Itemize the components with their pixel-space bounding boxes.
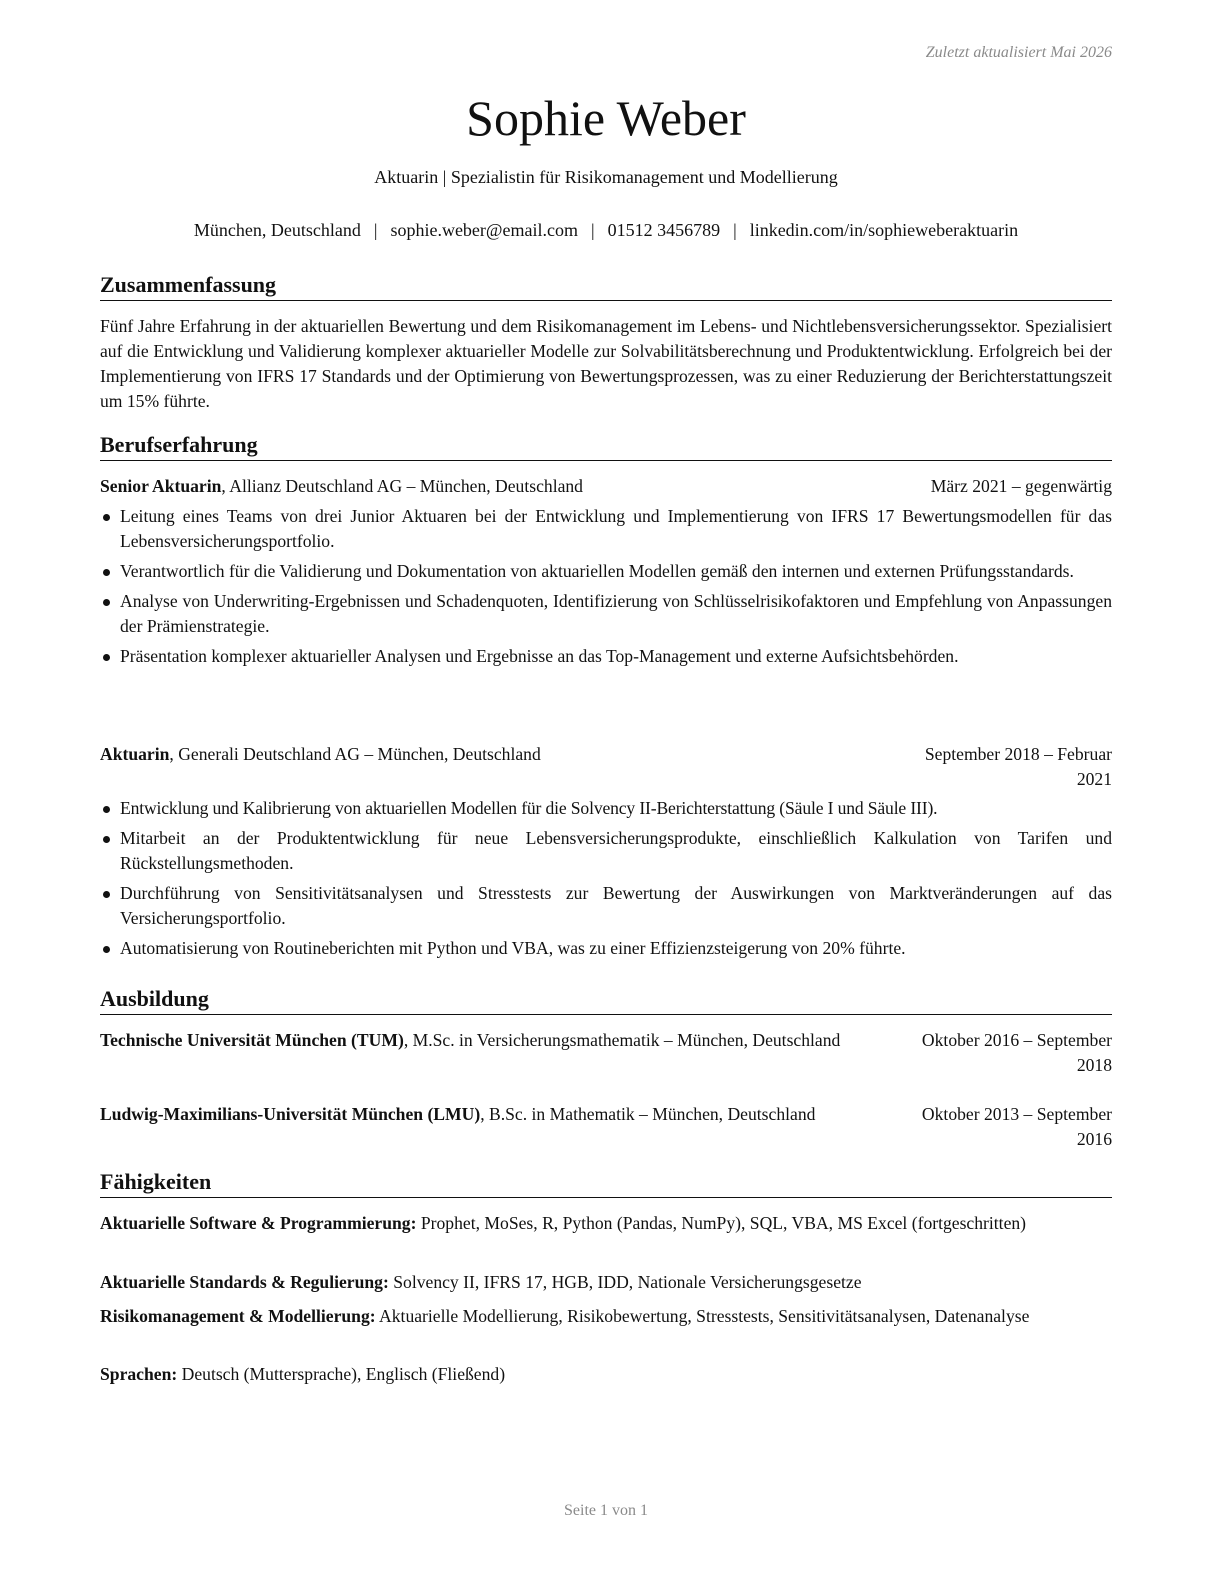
skill-label: Risikomanagement & Modellierung: <box>100 1306 376 1326</box>
summary-text: Fünf Jahre Erfahrung in der aktuariellen Bewertung und dem Risikomanagement im Lebens- und Nichtlebensversicherungssektor. Spezialisiert auf die Entwicklung und Validierung komplexer aktuarieller Modelle zur Solvabilitätsberechnung und Produktentwicklung. Erfolgreich bei der Implementierung von IFRS 17 Standards und der Optimierung von Bewertungsprozessen, was zu einer Reduzierung der Berichterstattungszeit um 15% führte. <box>100 316 1112 411</box>
job-bullet: Analyse von Underwriting-Ergebnissen und Schadenquoten, Identifizierung von Schlüsselrisikofaktoren und Empfehlung von Anpassungen der Prämienstrategie. <box>100 589 1112 639</box>
contact-separator: | <box>373 220 378 240</box>
candidate-tagline: Aktuarin | Spezialistin für Risikomanagement und Modellierung <box>374 167 838 187</box>
job-header <box>100 742 1112 792</box>
education-entry <box>100 1028 1112 1078</box>
education-detail: , M.Sc. in Versicherungsmathematik – München, Deutschland <box>403 1030 841 1050</box>
job-bullet: Verantwortlich für die Validierung und Dokumentation von aktuariellen Modellen gemäß den internen und externen Prüfungsstandards. <box>100 559 1112 584</box>
skill-value: Deutsch (Muttersprache), Englisch (Fließend) <box>177 1364 506 1384</box>
job-header <box>100 474 1112 499</box>
job-bullet: Leitung eines Teams von drei Junior Aktuaren bei der Entwicklung und Implementierung von IFRS 17 Bewertungsmodellen für das Lebensversicherungsportfolio. <box>100 504 1112 554</box>
job-title-line <box>100 474 583 499</box>
job-bullet: Entwicklung und Kalibrierung von aktuariellen Modellen für die Solvency II-Berichterstattung (Säule I und Säule III). <box>100 796 1112 821</box>
job-bullet: Durchführung von Sensitivitätsanalysen und Stresstests zur Bewertung der Auswirkungen von Marktveränderungen auf das Versicherungsportfolio. <box>100 881 1112 931</box>
job-role: Senior Aktuarin <box>100 476 222 496</box>
job-bullet-list <box>100 504 1112 674</box>
contact-separator: | <box>590 220 595 240</box>
job-role: Aktuarin <box>100 744 170 764</box>
page-footer: Seite 1 von 1 <box>564 1502 648 1519</box>
job-bullet: Automatisierung von Routineberichten mit Python und VBA, was zu einer Effizienzsteigerung von 20% führte. <box>100 936 1112 961</box>
job-dates-line: September 2018 – Februar <box>924 744 1112 764</box>
education-dates-line: 2018 <box>1076 1055 1112 1075</box>
skill-row <box>100 1304 1112 1329</box>
section-title-education: Ausbildung <box>100 986 1112 1015</box>
job-bullet: Mitarbeit an der Produktentwicklung für neue Lebensversicherungsprodukte, einschließlich Kalkulation von Tarifen und Rückstellungsmethoden. <box>100 826 1112 876</box>
section-title-summary: Zusammenfassung <box>100 272 1112 301</box>
education-school: Technische Universität München (TUM) <box>100 1030 404 1050</box>
skill-value: Prophet, MoSes, R, Python (Pandas, NumPy), SQL, VBA, MS Excel (fortgeschritten) <box>416 1213 1027 1233</box>
job-dates <box>925 742 1112 792</box>
education-school: Ludwig-Maximilians-Universität München (LMU) <box>100 1104 481 1124</box>
last-updated-note: Zuletzt aktualisiert Mai 2026 <box>925 44 1112 61</box>
skill-label: Sprachen: <box>100 1364 178 1384</box>
contact-email[interactable]: sophie.weber@email.com <box>390 220 578 240</box>
skill-value: Solvency II, IFRS 17, HGB, IDD, Nationale Versicherungsgesetze <box>388 1272 862 1292</box>
section-title-skills: Fähigkeiten <box>100 1169 1112 1198</box>
skill-label: Aktuarielle Standards & Regulierung: <box>100 1272 389 1292</box>
section-title-experience: Berufserfahrung <box>100 432 1112 461</box>
education-dates <box>877 1102 1112 1152</box>
education-dates <box>877 1028 1112 1078</box>
job-bullet-list <box>100 796 1112 966</box>
education-entry <box>100 1102 1112 1152</box>
candidate-name: Sophie Weber <box>466 90 746 146</box>
contact-location: München, Deutschland <box>193 220 361 240</box>
contact-phone: 01512 3456789 <box>607 220 721 240</box>
skill-row <box>100 1362 1112 1387</box>
skill-label: Aktuarielle Software & Programmierung: <box>100 1213 417 1233</box>
contact-line <box>100 220 1112 241</box>
contact-separator: | <box>733 220 737 240</box>
job-bullet: Präsentation komplexer aktuarieller Analysen und Ergebnisse an das Top-Management und externe Aufsichtsbehörden. <box>100 644 1112 669</box>
education-degree <box>100 1102 880 1127</box>
skill-value: Aktuarielle Modellierung, Risikobewertung, Stresstests, Sensitivitätsanalysen, Datenanalyse <box>375 1306 1030 1326</box>
job-company: , Allianz Deutschland AG – München, Deutschland <box>221 476 583 496</box>
education-dates-line: 2016 <box>1076 1129 1112 1149</box>
job-dates-line: 2021 <box>1076 769 1112 789</box>
job-dates: März 2021 – gegenwärtig <box>930 476 1112 496</box>
education-dates-line: Oktober 2013 – September <box>921 1104 1112 1124</box>
contact-linkedin[interactable]: linkedin.com/in/sophieweberaktuarin <box>749 220 1019 240</box>
skill-row <box>100 1211 1112 1236</box>
skill-row <box>100 1270 1112 1295</box>
education-detail: , B.Sc. in Mathematik – München, Deutschland <box>480 1104 816 1124</box>
job-title-line <box>100 742 541 767</box>
education-degree <box>100 1028 880 1053</box>
education-dates-line: Oktober 2016 – September <box>921 1030 1112 1050</box>
job-company: , Generali Deutschland AG – München, Deutschland <box>169 744 541 764</box>
